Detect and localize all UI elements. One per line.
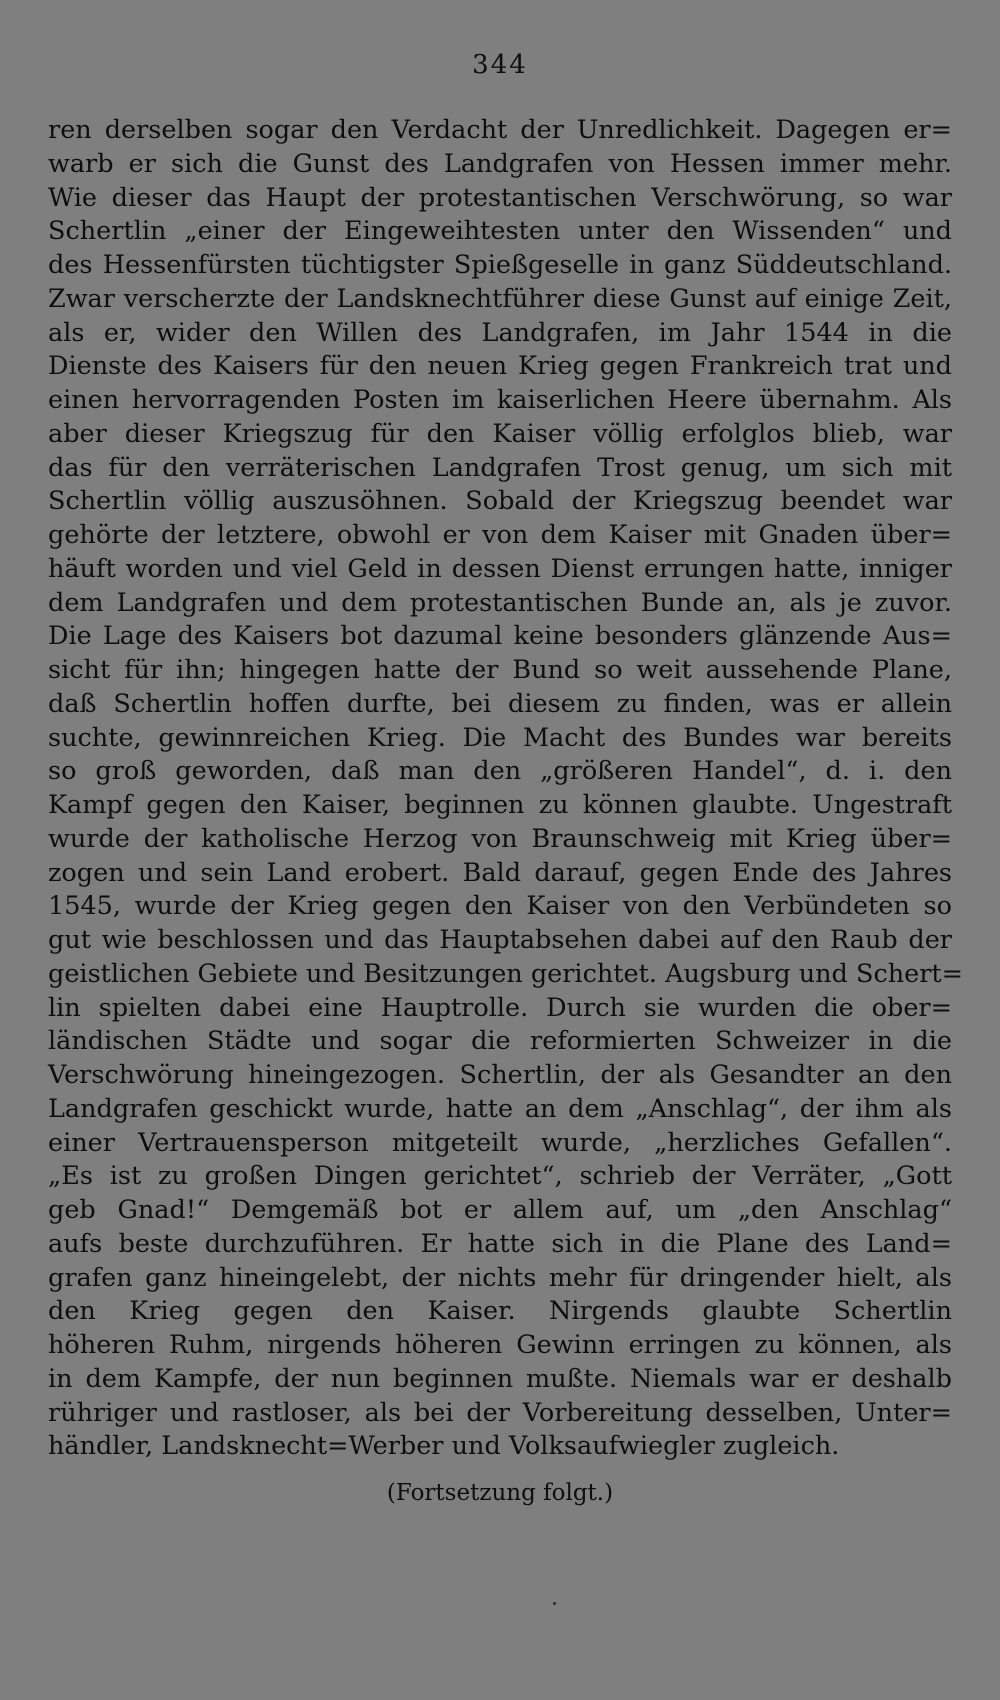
text-line: händler, Landsknecht=Werber und Volksaufwiegler zugleich. (48, 1431, 840, 1462)
text-line: rühriger und rastloser, als bei der Vorbereitung desselben, Unter= (48, 1397, 952, 1428)
page-number: 344 (472, 50, 528, 80)
text-line: geb Gnad!“ Demgemäß bot er allem auf, um „den Anschlag“ (48, 1195, 952, 1225)
text-line: zogen und sein Land erobert. Bald darauf, gegen Ende des Jahres (48, 857, 952, 888)
text-line: lin spielten dabei eine Hauptrolle. Durch sie wurden die ober= (48, 992, 952, 1023)
text-line: gut wie beschlossen und das Hauptabsehen dabei auf den Raub der (48, 925, 952, 955)
text-line: einer Vertrauensperson mitgeteilt wurde, „herzliches Gefallen“. (48, 1127, 952, 1158)
text-line: gehörte der letztere, obwohl er von dem Kaiser mit Gnaden über= (48, 520, 952, 550)
text-line: Zwar verscherzte der Landsknechtführer diese Gunst auf einige Zeit, (48, 283, 952, 314)
text-line: Dienste des Kaisers für den neuen Krieg gegen Frankreich trat und (48, 351, 952, 382)
text-line: Kampf gegen den Kaiser, beginnen zu können glaubte. Ungestraft (48, 790, 952, 820)
text-line: so groß geworden, daß man den „größeren Handel“, d. i. den (48, 756, 952, 787)
text-line: Wie dieser das Haupt der protestantischen Verschwörung, so war (48, 182, 952, 213)
text-line: daß Schertlin hoffen durfte, bei diesem zu finden, was er allein (48, 688, 952, 719)
text-line: des Hessenfürsten tüchtigster Spießgeselle in ganz Süddeutschland. (48, 250, 952, 280)
text-line: dem Landgrafen und dem protestantischen Bunde an, als je zuvor. (48, 587, 952, 618)
text-line: wurde der katholische Herzog von Braunschweig mit Krieg über= (48, 823, 952, 854)
text-line: das für den verräterischen Landgrafen Trost genug, um sich mit (48, 452, 952, 483)
ink-speck (553, 1602, 556, 1605)
text-line: ren derselben sogar den Verdacht der Unredlichkeit. Dagegen er= (48, 115, 952, 145)
text-line: ländischen Städte und sogar die reformierten Schweizer in die (48, 1026, 952, 1057)
text-line: suchte, gewinnreichen Krieg. Die Macht des Bundes war bereits (48, 722, 952, 753)
text-line: 1545, wurde der Krieg gegen den Kaiser von den Verbündeten so (48, 891, 952, 922)
text-line: aber dieser Kriegszug für den Kaiser völlig erfolglos blieb, war (48, 418, 952, 449)
text-line: sicht für ihn; hingegen hatte der Bund so weit aussehende Plane, (48, 655, 952, 685)
text-line: „Es ist zu großen Dingen gerichtet“, schrieb der Verräter, „Gott (48, 1161, 952, 1192)
text-line: höheren Ruhm, nirgends höheren Gewinn erringen zu können, als (48, 1330, 952, 1360)
text-line: den Krieg gegen den Kaiser. Nirgends glaubte Schertlin (48, 1296, 952, 1327)
text-line: warb er sich die Gunst des Landgrafen von Hessen immer mehr. (48, 148, 952, 179)
text-line: in dem Kampfe, der nun beginnen mußte. Niemals war er deshalb (48, 1363, 952, 1394)
text-line: einen hervorragenden Posten im kaiserlichen Heere übernahm. Als (48, 385, 952, 415)
text-line: als er, wider den Willen des Landgrafen, im Jahr 1544 in die (48, 317, 952, 348)
continuation-note: (Fortsetzung folgt.) (386, 1480, 614, 1506)
text-line: grafen ganz hineingelebt, der nichts mehr für dringender hielt, als (48, 1262, 952, 1293)
text-line: Schertlin völlig auszusöhnen. Sobald der Kriegszug beendet war (48, 486, 952, 517)
text-line: geistlichen Gebiete und Besitzungen gerichtet. Augsburg und Schert= (48, 958, 964, 989)
text-line: Verschwörung hineingezogen. Schertlin, der als Gesandter an den (48, 1060, 952, 1090)
text-line: Die Lage des Kaisers bot dazumal keine besonders glänzende Aus= (48, 621, 952, 652)
text-line: häuft worden und viel Geld in dessen Dienst errungen hatte, inniger (48, 553, 952, 584)
text-line: Landgrafen geschickt wurde, hatte an dem „Anschlag“, der ihm als (48, 1093, 952, 1124)
text-line: Schertlin „einer der Eingeweihtesten unter den Wissenden“ und (48, 216, 952, 247)
body-text (48, 114, 964, 1464)
text-line: aufs beste durchzuführen. Er hatte sich in die Plane des Land= (48, 1228, 952, 1259)
